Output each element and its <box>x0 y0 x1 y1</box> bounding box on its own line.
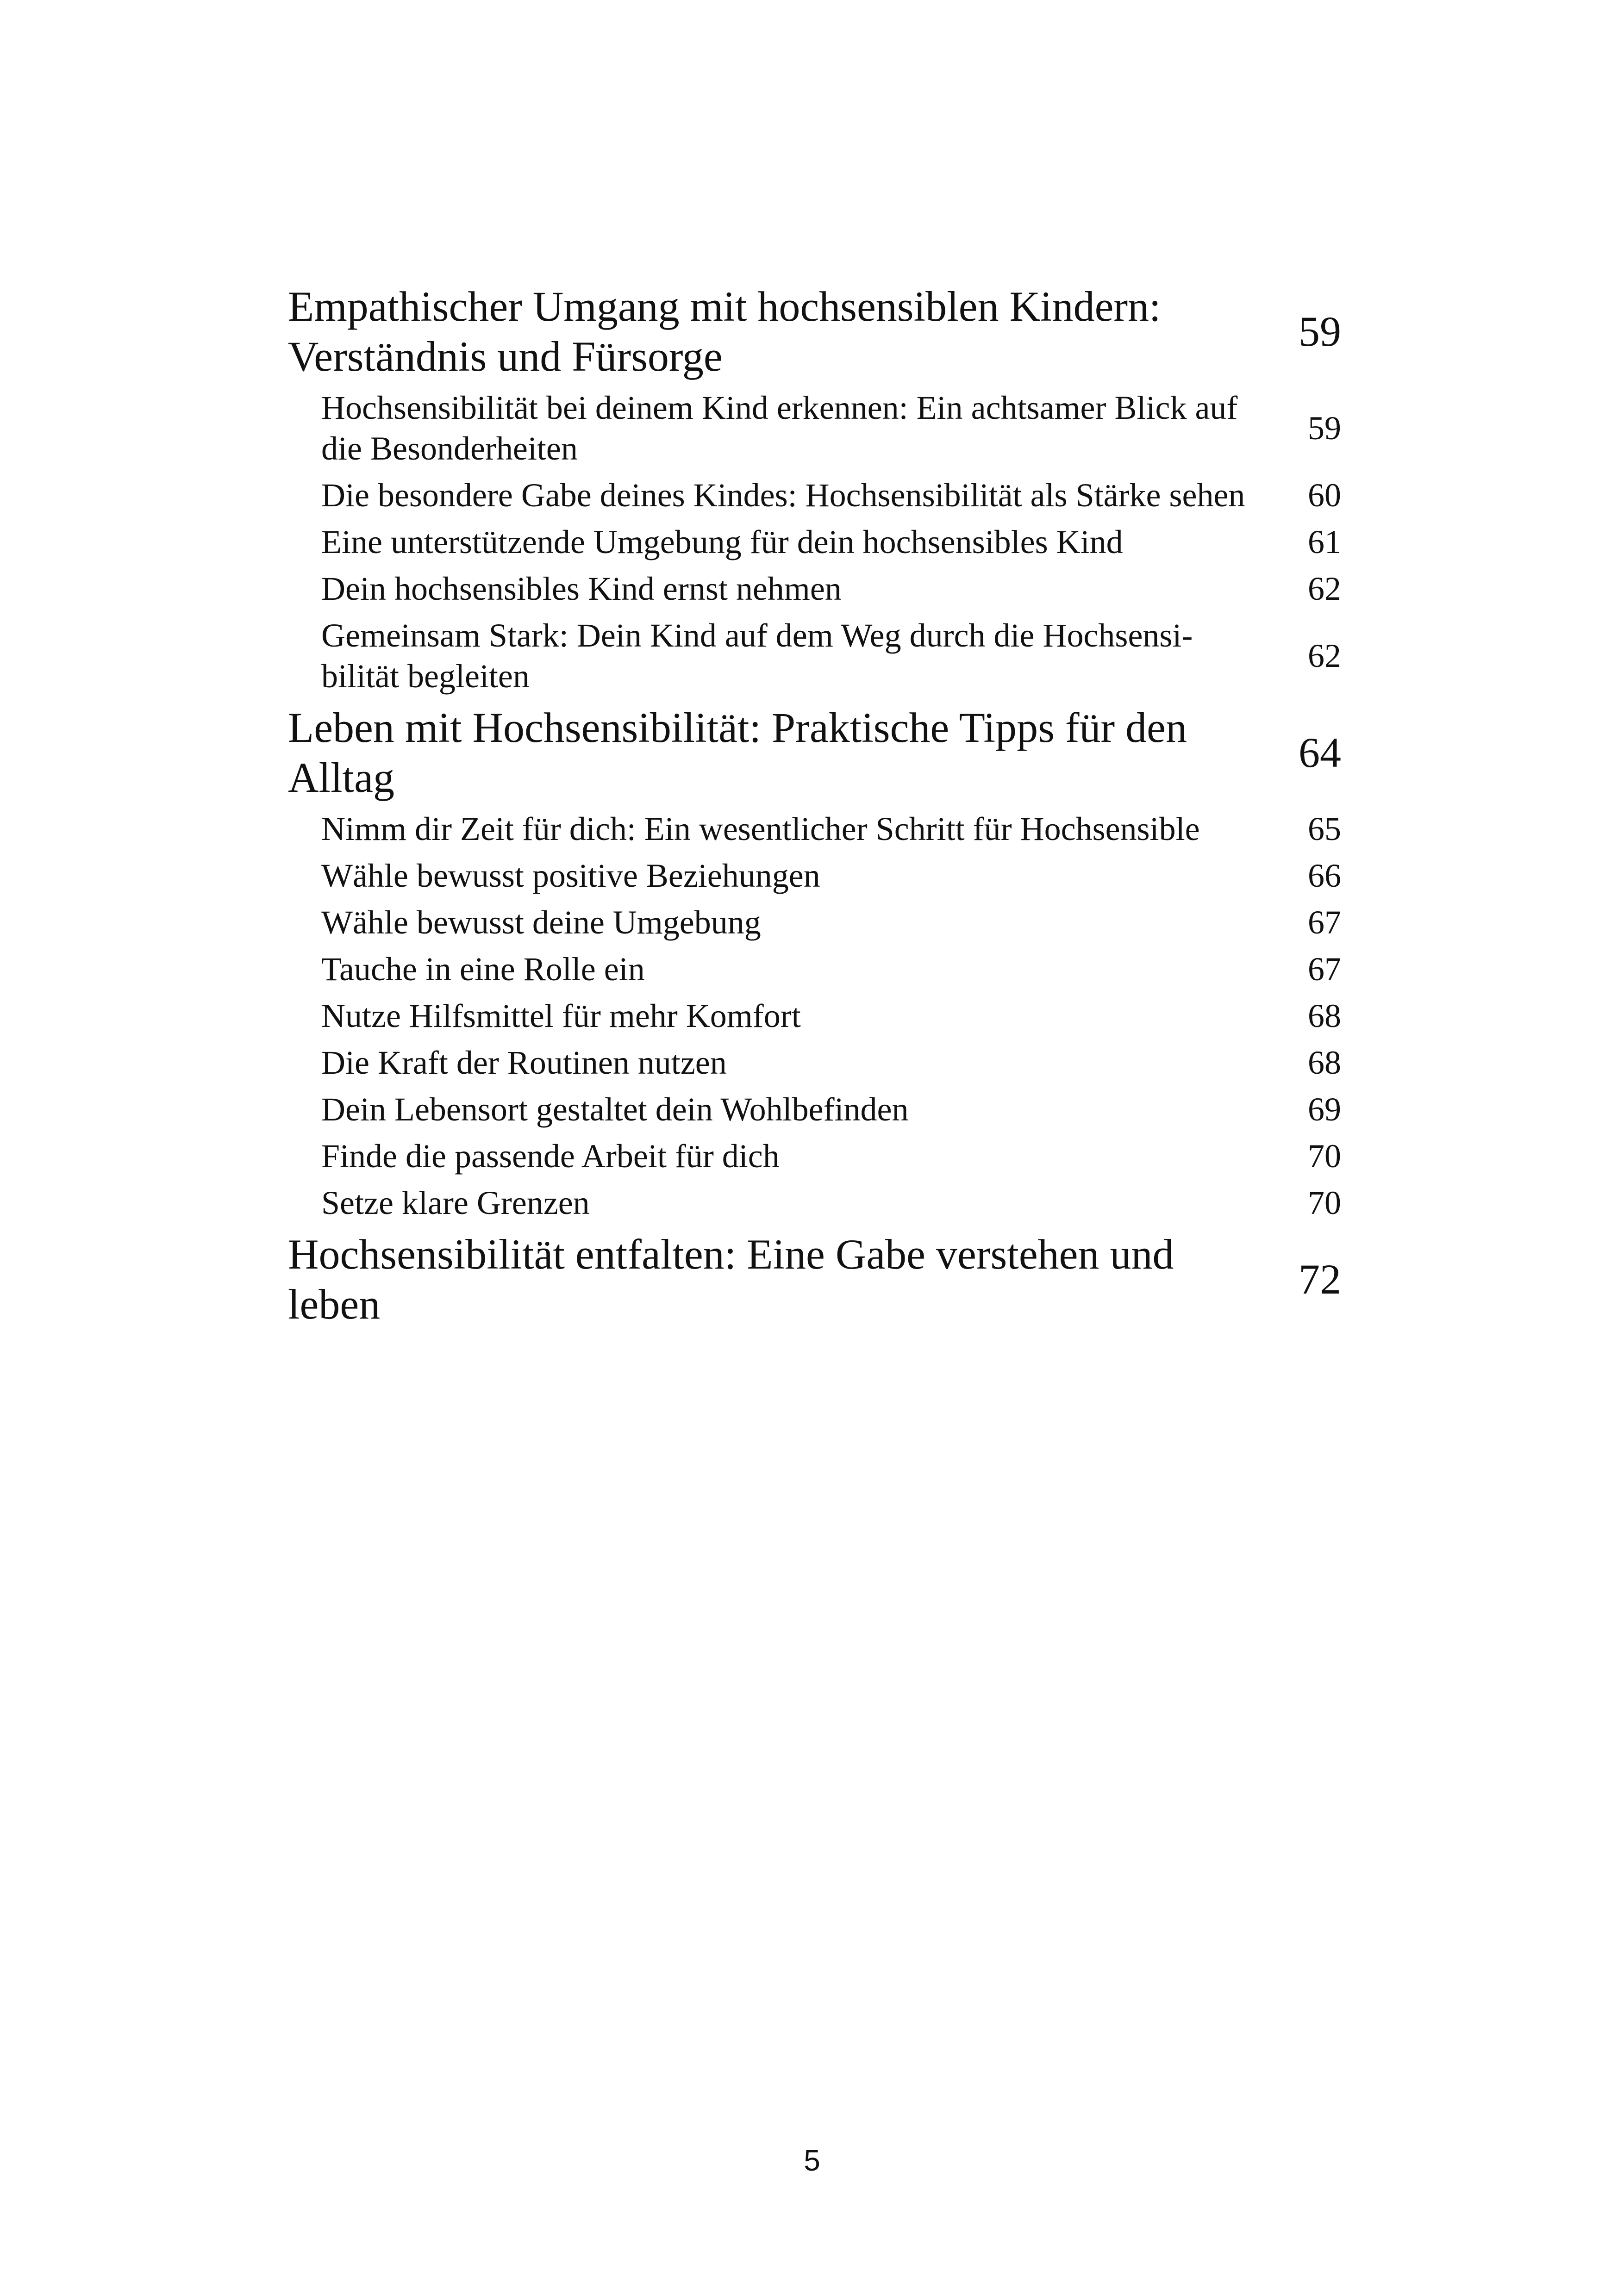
toc-section[interactable] <box>288 855 1341 896</box>
toc-page-number: 67 <box>1308 951 1341 988</box>
toc-section-title: Die Kraft der Routinen nutzen <box>321 1044 727 1081</box>
toc-section[interactable] <box>288 1136 1341 1176</box>
toc-page-number: 62 <box>1308 637 1341 674</box>
toc-section[interactable] <box>288 1042 1341 1083</box>
toc-chapter-title: Empathischer Umgang mit hochsensiblen Kindern: Verständnis und Fürsorge <box>288 283 1161 380</box>
toc-section[interactable] <box>288 615 1341 697</box>
footer-page-number: 5 <box>804 2144 820 2177</box>
toc-chapter[interactable] <box>288 703 1341 803</box>
toc-section-title: Hochsensibilität bei deinem Kind erkennen: Ein achtsamer Blick auf die Besonderheiten <box>321 389 1238 467</box>
toc-section-title: Wähle bewusst deine Umgebung <box>321 904 761 941</box>
toc-section-title: Wähle bewusst positive Beziehungen <box>321 857 820 894</box>
toc-section[interactable] <box>288 902 1341 943</box>
toc-section[interactable] <box>288 1089 1341 1130</box>
toc-page-number: 67 <box>1308 904 1341 941</box>
toc-section-title: Tauche in eine Rolle ein <box>321 951 645 988</box>
toc-section-title: Setze klare Grenzen <box>321 1184 590 1221</box>
toc-section-title: Nutze Hilfsmittel für mehr Komfort <box>321 997 801 1034</box>
toc-section-title: Dein hochsensibles Kind ernst nehmen <box>321 570 842 607</box>
toc-page-number: 61 <box>1308 523 1341 560</box>
toc-section-title: Finde die passende Arbeit für dich <box>321 1138 780 1175</box>
toc-page-number: 72 <box>1299 1256 1341 1303</box>
toc-section[interactable] <box>288 522 1341 562</box>
toc-page-number: 70 <box>1308 1184 1341 1221</box>
toc-section[interactable] <box>288 1182 1341 1223</box>
toc-section[interactable] <box>288 387 1341 469</box>
toc-chapter-title: Leben mit Hochsensibilität: Praktische Tipps für den Alltag <box>288 704 1187 801</box>
toc-page-number: 68 <box>1308 1044 1341 1081</box>
toc-section-title: Dein Lebensort gestaltet dein Wohlbefinden <box>321 1091 909 1128</box>
toc-page-number: 70 <box>1308 1138 1341 1175</box>
toc-page-number: 59 <box>1308 410 1341 447</box>
toc-section[interactable] <box>288 809 1341 849</box>
toc-page-number: 62 <box>1308 570 1341 607</box>
toc-section-title: Eine unterstützende Umgebung für dein hochsensibles Kind <box>321 523 1123 560</box>
toc-section[interactable] <box>288 949 1341 989</box>
toc-chapter-title: Hochsensibilität entfalten: Eine Gabe verstehen und leben <box>288 1231 1174 1328</box>
toc-page-number: 69 <box>1308 1091 1341 1128</box>
toc-section[interactable] <box>288 568 1341 609</box>
table-of-contents <box>288 277 1341 1334</box>
toc-section-title: Die besondere Gabe deines Kindes: Hochsensibilität als Stärke sehen <box>321 477 1245 514</box>
toc-section-title: Gemeinsam Stark: Dein Kind auf dem Weg durch die Hochsensi-bilität begleiten <box>321 617 1193 695</box>
toc-section[interactable] <box>288 475 1341 516</box>
toc-section-title: Nimm dir Zeit für dich: Ein wesentlicher Schritt für Hochsensible <box>321 810 1200 847</box>
toc-page-number: 59 <box>1299 308 1341 355</box>
toc-page-number: 64 <box>1299 729 1341 776</box>
toc-page-number: 65 <box>1308 810 1341 847</box>
toc-chapter[interactable] <box>288 281 1341 381</box>
toc-page-number: 68 <box>1308 997 1341 1034</box>
toc-page-number: 60 <box>1308 477 1341 514</box>
toc-chapter[interactable] <box>288 1229 1341 1329</box>
toc-page-number: 66 <box>1308 857 1341 894</box>
toc-section[interactable] <box>288 996 1341 1036</box>
